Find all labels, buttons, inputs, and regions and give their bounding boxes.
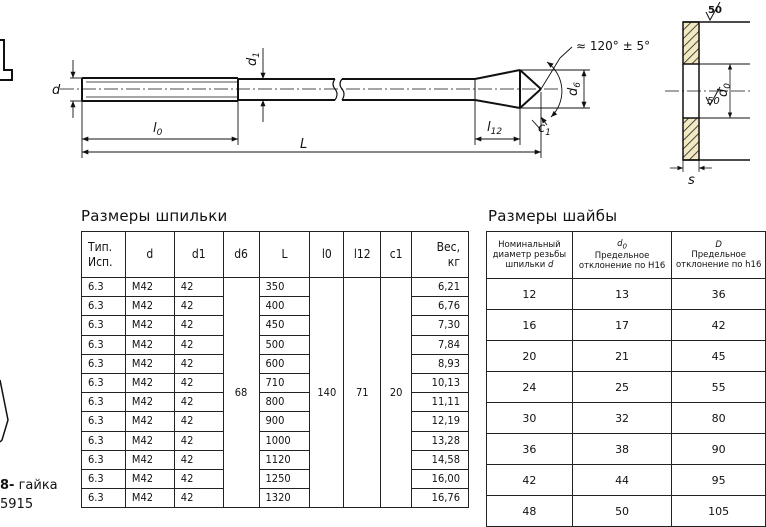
- header-d1: d1: [174, 232, 223, 278]
- cell-type: 6.3: [82, 412, 126, 431]
- cell-d: M42: [125, 489, 174, 508]
- stud-dimensions: [70, 47, 590, 158]
- cell-mass: 16,76: [412, 489, 469, 508]
- cell-nominal: 48: [487, 496, 573, 527]
- header-d: d: [125, 232, 174, 278]
- left-fragment-text: [0, 476, 58, 514]
- header-l0: l0: [310, 232, 344, 278]
- cell-d1: 42: [174, 393, 223, 412]
- cell-nominal: 42: [487, 465, 573, 496]
- cell-type: 6.3: [82, 278, 126, 297]
- header-nominal-diameter: Номинальный диаметр резьбы шпильки d: [487, 232, 573, 279]
- cell-D: 105: [672, 496, 766, 527]
- cell-d: M42: [125, 469, 174, 488]
- cell-d0: 32: [572, 403, 672, 434]
- stud-dimension-labels: [52, 39, 650, 152]
- header-c1: c1: [381, 232, 412, 278]
- washer-label-s: s: [688, 173, 695, 188]
- cell-L: 500: [259, 335, 310, 354]
- cell-d6-merged: 68: [223, 278, 259, 508]
- cell-L: 800: [259, 393, 310, 412]
- cell-L: 450: [259, 316, 310, 335]
- cell-d0: 13: [572, 279, 672, 310]
- cell-mass: 7,30: [412, 316, 469, 335]
- cell-d: M42: [125, 278, 174, 297]
- cell-d0: 38: [572, 434, 672, 465]
- cell-D: 90: [672, 434, 766, 465]
- washer-drawing: [665, 2, 750, 188]
- cell-d1: 42: [174, 373, 223, 392]
- cell-D: 55: [672, 372, 766, 403]
- cell-type: 6.3: [82, 316, 126, 335]
- dim-label-l12: $l_{12}$: [487, 120, 503, 137]
- cell-D: 80: [672, 403, 766, 434]
- header-d6: d6: [223, 232, 259, 278]
- cell-L: 1250: [259, 469, 310, 488]
- cell-d: M42: [125, 373, 174, 392]
- cell-type: 6.3: [82, 335, 126, 354]
- cell-type: 6.3: [82, 373, 126, 392]
- cell-mass: 13,28: [412, 431, 469, 450]
- cell-d1: 42: [174, 278, 223, 297]
- cell-nominal: 30: [487, 403, 573, 434]
- cell-d0: 25: [572, 372, 672, 403]
- cell-nominal: 36: [487, 434, 573, 465]
- cell-d0: 21: [572, 341, 672, 372]
- cell-D: 95: [672, 465, 766, 496]
- cell-type: 6.3: [82, 450, 126, 469]
- cell-mass: 10,13: [412, 373, 469, 392]
- cell-mass: 12,19: [412, 412, 469, 431]
- cell-type: 6.3: [82, 489, 126, 508]
- cell-d: M42: [125, 393, 174, 412]
- cell-nominal: 20: [487, 341, 573, 372]
- cell-mass: 6,21: [412, 278, 469, 297]
- cell-mass: 8,93: [412, 354, 469, 373]
- cell-mass: 6,76: [412, 297, 469, 316]
- cell-d0: 50: [572, 496, 672, 527]
- header-L: L: [259, 232, 310, 278]
- cell-d1: 42: [174, 431, 223, 450]
- cell-d: M42: [125, 297, 174, 316]
- cell-d: M42: [125, 450, 174, 469]
- cell-mass: 7,84: [412, 335, 469, 354]
- cell-c1-merged: 20: [381, 278, 412, 508]
- cell-L: 710: [259, 373, 310, 392]
- stud-dimensions-table: [81, 231, 469, 508]
- cell-D: 42: [672, 310, 766, 341]
- cell-d0: 44: [572, 465, 672, 496]
- fragment-bold: 8-: [0, 478, 15, 493]
- cell-d1: 42: [174, 316, 223, 335]
- cell-l0-merged: 140: [310, 278, 344, 508]
- cell-nominal: 12: [487, 279, 573, 310]
- cell-type: 6.3: [82, 354, 126, 373]
- table-row: [487, 310, 766, 341]
- cell-d0: 17: [572, 310, 672, 341]
- cell-L: 900: [259, 412, 310, 431]
- cell-d: M42: [125, 354, 174, 373]
- washer-label-d0: $d_0$: [716, 83, 733, 97]
- cell-d: M42: [125, 431, 174, 450]
- cell-D: 45: [672, 341, 766, 372]
- cell-d1: 42: [174, 335, 223, 354]
- cell-d: M42: [125, 335, 174, 354]
- cell-d: M42: [125, 316, 174, 335]
- cell-d1: 42: [174, 450, 223, 469]
- cell-d1: 42: [174, 354, 223, 373]
- table-row: [487, 465, 766, 496]
- stud-drawing: [60, 70, 560, 108]
- header-type: Тип. Исп.: [82, 232, 126, 278]
- cell-d1: 42: [174, 297, 223, 316]
- dim-label-d1: $d_1$: [245, 52, 262, 66]
- left-fragment-nut-drawing: [0, 380, 30, 460]
- cell-type: 6.3: [82, 469, 126, 488]
- fragment-word: гайка: [14, 478, 58, 493]
- stud-table-header-row: [82, 232, 469, 278]
- header-l12: l12: [344, 232, 381, 278]
- cell-L: 600: [259, 354, 310, 373]
- dim-label-d6: $d_6$: [566, 82, 583, 96]
- cell-L: 350: [259, 278, 310, 297]
- cell-L: 1320: [259, 489, 310, 508]
- cell-nominal: 16: [487, 310, 573, 341]
- washer-roughness-mid: 50: [707, 96, 720, 107]
- cell-L: 1120: [259, 450, 310, 469]
- header-D: D Предельное отклонение по h16: [672, 232, 766, 279]
- cell-mass: 14,58: [412, 450, 469, 469]
- cell-type: 6.3: [82, 297, 126, 316]
- cell-d1: 42: [174, 412, 223, 431]
- cell-D: 36: [672, 279, 766, 310]
- table-row: [82, 278, 469, 297]
- left-fragment-drawing: [0, 40, 12, 80]
- header-weight: Вес, кг: [412, 232, 469, 278]
- dim-label-l0: $l_0$: [153, 121, 163, 138]
- table-row: [487, 403, 766, 434]
- cell-mass: 11,11: [412, 393, 469, 412]
- washer-table-header-row: [487, 232, 766, 279]
- table-row: [487, 341, 766, 372]
- cell-L: 400: [259, 297, 310, 316]
- table-row: [487, 372, 766, 403]
- cell-L: 1000: [259, 431, 310, 450]
- cell-type: 6.3: [82, 393, 126, 412]
- washer-dimensions-table: [486, 231, 766, 527]
- dim-label-angle: ≈ 120° ± 5°: [576, 39, 651, 53]
- cell-d: M42: [125, 412, 174, 431]
- washer-roughness-top: 50: [708, 5, 722, 16]
- fragment-number: 5915: [0, 497, 34, 512]
- cell-nominal: 24: [487, 372, 573, 403]
- table-row: [487, 434, 766, 465]
- technical-drawing: [0, 0, 750, 210]
- cell-type: 6.3: [82, 431, 126, 450]
- cell-mass: 16,00: [412, 469, 469, 488]
- header-d0: $d_0$ Предельное отклонение по H16: [572, 232, 672, 279]
- cell-d1: 42: [174, 469, 223, 488]
- stud-table-title: Размеры шпильки: [81, 207, 228, 225]
- table-row: [487, 279, 766, 310]
- cell-l12-merged: 71: [344, 278, 381, 508]
- dim-label-d: d: [52, 83, 61, 98]
- cell-d1: 42: [174, 489, 223, 508]
- dim-label-c1: $c_1$: [538, 121, 551, 138]
- dim-label-L: L: [300, 137, 308, 152]
- table-row: [487, 496, 766, 527]
- washer-table-title: Размеры шайбы: [488, 207, 618, 225]
